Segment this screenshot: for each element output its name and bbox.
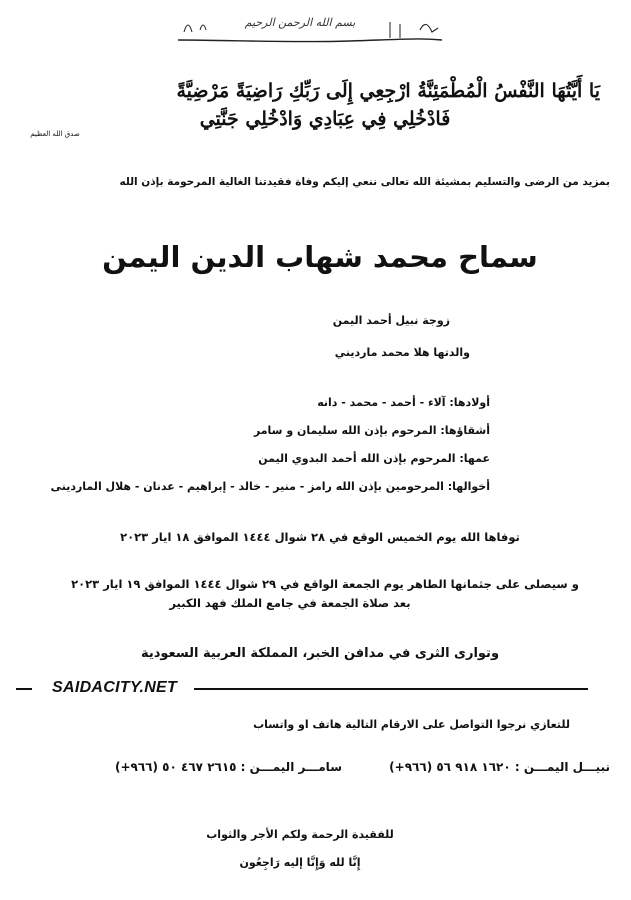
closing-mercy-line: للفقيدة الرحمة ولكم الأجر والثواب — [206, 828, 394, 841]
wife-of-line: زوجة نبيل أحمد اليمن — [332, 314, 450, 327]
deceased-name: سماح محمد شهاب الدين اليمن — [102, 240, 538, 274]
maternal-uncles-line: أخوالها: المرحومين بإذن الله رامز - منير - خالد - إبراهيم - عدنان - هلال الماردينى — [50, 480, 490, 493]
funeral-prayer-line-2: بعد صلاة الجمعة في جامع الملك فهد الكبير — [169, 596, 411, 610]
phone-samer: سامـــر اليمـــن : ٢٦١٥ ٤٦٧ ٥٠ (٩٦٦+) — [114, 760, 342, 774]
phone-nabil: نبيـــل اليمـــن : ١٦٢٠ ٩١٨ ٥٦ (٩٦٦+) — [389, 760, 610, 774]
closing-inna-line: إِنَّا لله وَإِنَّا إليه رَاجِعُون — [239, 856, 361, 869]
quran-verse-line-2: فَادْخُلِي فِي عِبَادِي وَادْخُلِي جَنَّتِي — [199, 108, 451, 130]
divider-rule — [194, 688, 588, 690]
watermark-site: SAIDACITY.NET — [52, 679, 178, 696]
burial-line: وتوارى الثرى في مدافن الخبر، المملكة العربية السعودية — [140, 646, 500, 661]
uncle-line: عمها: المرحوم بإذن الله أحمد البدوي اليمن — [258, 452, 490, 465]
date-of-death-line: توفاها الله يوم الخميس الوقع في ٢٨ شوال ١٤٤٤ الموافق ١٨ ايار ٢٠٢٣ — [120, 530, 520, 544]
mother-of-line: والدتها هلا محمد مارديني — [334, 346, 470, 359]
children-line: أولادها: آلاء - أحمد - محمد - دانه — [317, 396, 490, 409]
quran-verse-line-1: يَا أَيَّتُهَا النَّفْسُ الْمُطْمَئِنَّةُ ارْجِعِي إِلَى رَبِّكِ رَاضِيَةً مَرْضِيَّةً — [176, 80, 600, 102]
siblings-line: أشقاؤها: المرحوم بإذن الله سليمان و سامر — [253, 424, 490, 437]
basmala-text: بسم الله الرحمن الرحيم — [244, 16, 356, 29]
basmala-calligraphy — [170, 10, 450, 54]
funeral-prayer-line-1: و سيصلى على جثمانها الطاهر يوم الجمعة الواقع في ٢٩ شوال ١٤٤٤ الموافق ١٩ ايار ٢٠٢٣ — [71, 577, 579, 591]
divider-dash — [16, 688, 32, 690]
condolence-contact-intro: للتعازي نرجوا التواصل على الارقام التالية هاتف او واتساب — [253, 718, 570, 731]
announcement-intro: بمزيد من الرضى والتسليم بمشيئة الله تعالى ننعي إليكم وفاة فقيدتنا الغالية المرحومة بإذن الله — [119, 176, 610, 188]
watermark-divider — [8, 678, 588, 698]
sadaq-allah-label: صدق الله العظيم — [30, 130, 80, 138]
